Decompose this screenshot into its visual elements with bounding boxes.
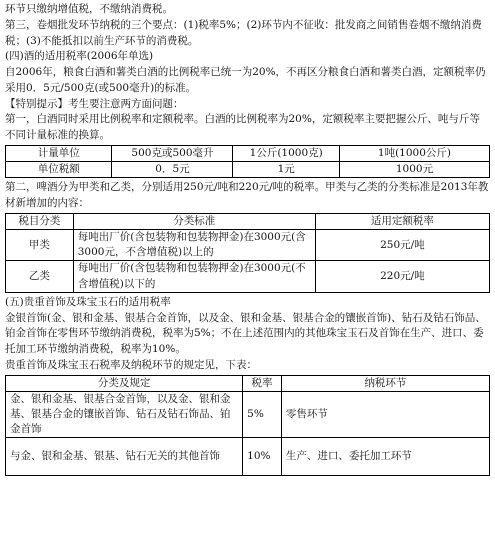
paragraph: 金银首饰(金、银和金基、银基合金首饰，以及金、银和金基、银基合金的镶嵌首饰)、钻石及钻石饰品、铂金首饰在零售环节缴纳消费税，税率为5%；不在上述范围内的其他珠宝玉石及首饰在生产、进口、委托加工环节缴纳消费税，税率为10%。 xyxy=(5,311,486,356)
table-row xyxy=(6,229,490,260)
table-cell: 500克或500毫升 xyxy=(112,145,233,161)
section-heading: (五)贵重首饰及珠宝玉石的适用税率 xyxy=(5,295,171,308)
paragraph: 自2006年，粮食白酒和薯类白酒的比例税率已统一为20%，不再区分粮食白酒和薯类白酒，定额税率仍采用0．5元/500克(或500毫升)的标准。 xyxy=(5,66,486,94)
table-cell: 生产、进口、委托加工环节 xyxy=(281,438,489,476)
table-cell: 纳税环节 xyxy=(281,375,489,391)
table-cell: 甲类 xyxy=(6,229,74,260)
baijiu-unit-tax-table xyxy=(5,145,490,178)
paragraph: 环节只缴纳增值税，不缴纳消费税。 xyxy=(5,3,173,15)
table-cell: 零售环节 xyxy=(281,391,489,438)
table-cell: 单位税额 xyxy=(6,161,112,177)
table-cell: 税率 xyxy=(243,375,282,391)
table-cell: 金、银和金基、银基合金首饰，以及金、银和金基、银基合金的镶嵌首饰、钻石及钻石饰品、铂金首饰 xyxy=(6,391,243,438)
table-cell: 1吨(1000公斤) xyxy=(339,145,489,161)
table-cell: 税目分类 xyxy=(6,213,74,229)
table-cell: 与金、银和金基、银基、钻石无关的其他首饰 xyxy=(6,438,243,476)
table-cell: 计量单位 xyxy=(6,145,112,161)
table-cell: 10% xyxy=(243,438,282,476)
table-cell: 250元/吨 xyxy=(315,229,489,260)
table-header-row xyxy=(6,375,490,391)
paragraph: 贵重首饰及珠宝玉石税率及纳税环节的规定见，下表： xyxy=(5,358,257,371)
table-row xyxy=(6,391,490,438)
table-header-row xyxy=(6,145,490,161)
table-cell: 分类标准 xyxy=(73,213,315,229)
section-heading: (四)酒的适用税率(2006年单选) xyxy=(5,50,154,63)
table-row xyxy=(6,438,490,476)
table-cell: 1000元 xyxy=(339,161,489,177)
table-cell: 适用定额税率 xyxy=(315,213,489,229)
paragraph: 第三，卷烟批发环节纳税的三个要点：(1)税率5%；(2)环节内不征收：批发商之间销售卷烟不缴纳消费税；(3)不能抵扣以前生产环节的消费税。 xyxy=(5,18,482,47)
beer-classification-table xyxy=(5,213,490,293)
tip-heading: 【特别提示】考生要注意两方面问题： xyxy=(5,97,184,110)
table-cell: 5% xyxy=(243,391,282,438)
table-header-row xyxy=(6,213,490,229)
paragraph: 第一，白酒同时采用比例税率和定额税率。白酒的比例税率为20%，定额税率主要把握公斤、吨与斤等不同计量标准的换算。 xyxy=(5,113,480,141)
table-cell: 1元 xyxy=(233,161,339,177)
table-row xyxy=(6,161,490,177)
table-cell: 每吨出厂价(含包装物和包装物押金)在3000元(含3000元，不含增值税)以上的 xyxy=(73,229,315,260)
jewelry-tax-table xyxy=(5,375,490,477)
table-cell: 乙类 xyxy=(6,261,74,292)
table-cell: 每吨出厂价(含包装物和包装物押金)在3000元(不含增值税)以下的 xyxy=(73,261,315,292)
table-cell: 220元/吨 xyxy=(315,261,489,292)
paragraph: 第二，啤酒分为甲类和乙类，分别适用250元/吨和220元/吨的税率。甲类与乙类的分类标准是2013年教材新增加的内容： xyxy=(5,181,489,209)
table-cell: 分类及规定 xyxy=(6,375,243,391)
table-cell: 1公斤(1000克) xyxy=(233,145,339,161)
table-cell: 0．5元 xyxy=(112,161,233,177)
table-row xyxy=(6,261,490,292)
